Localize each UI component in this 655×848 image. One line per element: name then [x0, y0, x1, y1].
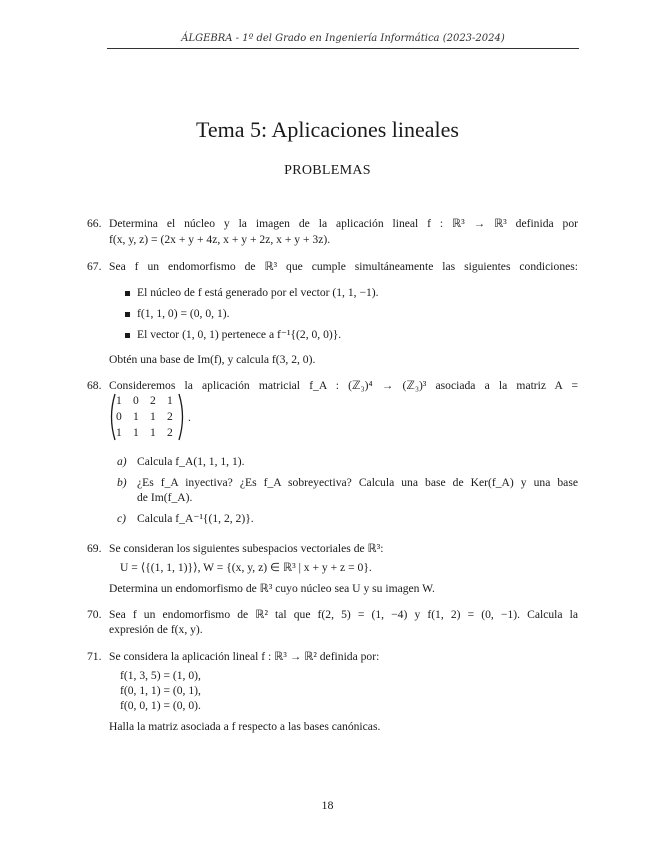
problem-number: 71.	[87, 650, 102, 663]
matrix-cell: 1	[150, 426, 156, 439]
bullet-icon	[125, 312, 130, 317]
list-item: ¿Es f_A inyectiva? ¿Es f_A sobreyectiva? Calcula una base de Ker(f_A) y una base	[137, 476, 578, 489]
matrix-cell: 1	[150, 410, 156, 423]
page-title: Tema 5: Aplicaciones lineales	[196, 117, 459, 142]
matrix-cell: 0	[133, 394, 139, 407]
list-item: Calcula f_A(1, 1, 1, 1).	[137, 455, 245, 468]
matrix-cell: 1	[116, 394, 122, 407]
matrix-cell: 2	[167, 410, 173, 423]
problem-69-closing: Determina un endomorfismo de ℝ³ cuyo núcleo sea U y su imagen W.	[109, 582, 435, 595]
problem-66-formula: f(x, y, z) = (2x + y + 4z, x + y + 2z, x + y + 3z).	[109, 233, 331, 246]
item-label: a)	[117, 455, 127, 468]
section-subtitle: PROBLEMAS	[284, 163, 371, 178]
matrix-cell: 1	[133, 426, 139, 439]
page-number: 18	[321, 798, 334, 812]
header-rule	[107, 48, 579, 49]
matrix-period: .	[188, 411, 191, 424]
page-header: ÁLGEBRA - 1º del Grado en Ingeniería Informática (2023-2024)	[181, 33, 505, 44]
matrix-cell: 2	[150, 394, 156, 407]
matrix-cell: 2	[167, 426, 173, 439]
problem-number: 67.	[87, 260, 102, 273]
bullet-icon	[125, 333, 130, 338]
matrix-a	[108, 393, 188, 441]
matrix-cell: 1	[133, 410, 139, 423]
problem-71-line: Se considera la aplicación lineal f : ℝ³ → ℝ² definida por:	[109, 650, 380, 663]
list-item: El núcleo de f está generado por el vector (1, 1, −1).	[137, 286, 379, 299]
bullet-icon	[125, 291, 130, 296]
problem-number: 69.	[87, 542, 102, 555]
problem-71-closing: Halla la matriz asociada a f respecto a las bases canónicas.	[109, 720, 381, 733]
matrix-cell: 0	[116, 410, 122, 423]
equation-line: f(0, 0, 1) = (0, 0).	[120, 699, 201, 712]
problem-67-closing: Obtén una base de Im(f), y calcula f(3, 2, 0).	[109, 353, 316, 366]
list-item-continuation: de Im(f_A).	[137, 491, 193, 504]
problem-68-line: Consideremos la aplicación matricial f_A : (ℤ₃)⁴ → (ℤ₃)³ asociada a la matriz A =	[109, 379, 578, 392]
problem-69-formula: U = ⟨{(1, 1, 1)}⟩, W = {(x, y, z) ∈ ℝ³ | x + y + z = 0}.	[120, 561, 372, 574]
problem-66-line: Determina el núcleo y la imagen de la aplicación lineal f : ℝ³ → ℝ³ definida por	[109, 217, 578, 230]
matrix-cell: 1	[116, 426, 122, 439]
list-item: f(1, 1, 0) = (0, 0, 1).	[137, 307, 230, 320]
equation-line: f(0, 1, 1) = (0, 1),	[120, 684, 201, 697]
matrix-cell: 1	[167, 394, 173, 407]
problem-number: 70.	[87, 608, 102, 621]
list-item: Calcula f_A⁻¹{(1, 2, 2)}.	[137, 512, 254, 525]
problem-number: 68.	[87, 379, 102, 392]
problem-70-line: Sea f un endomorfismo de ℝ² tal que f(2, 5) = (1, −4) y f(1, 2) = (0, −1). Calcula la	[109, 608, 578, 621]
item-label: b)	[117, 476, 127, 489]
equation-line: f(1, 3, 5) = (1, 0),	[120, 669, 201, 682]
problem-69-line: Se consideran los siguientes subespacios vectoriales de ℝ³:	[109, 542, 384, 555]
problem-number: 66.	[87, 217, 102, 230]
problem-67-line: Sea f un endomorfismo de ℝ³ que cumple simultáneamente las siguientes condiciones:	[109, 260, 578, 273]
list-item: El vector (1, 0, 1) pertenece a f⁻¹{(2, 0, 0)}.	[137, 328, 342, 341]
item-label: c)	[117, 512, 127, 525]
problem-70-continuation: expresión de f(x, y).	[109, 623, 203, 636]
